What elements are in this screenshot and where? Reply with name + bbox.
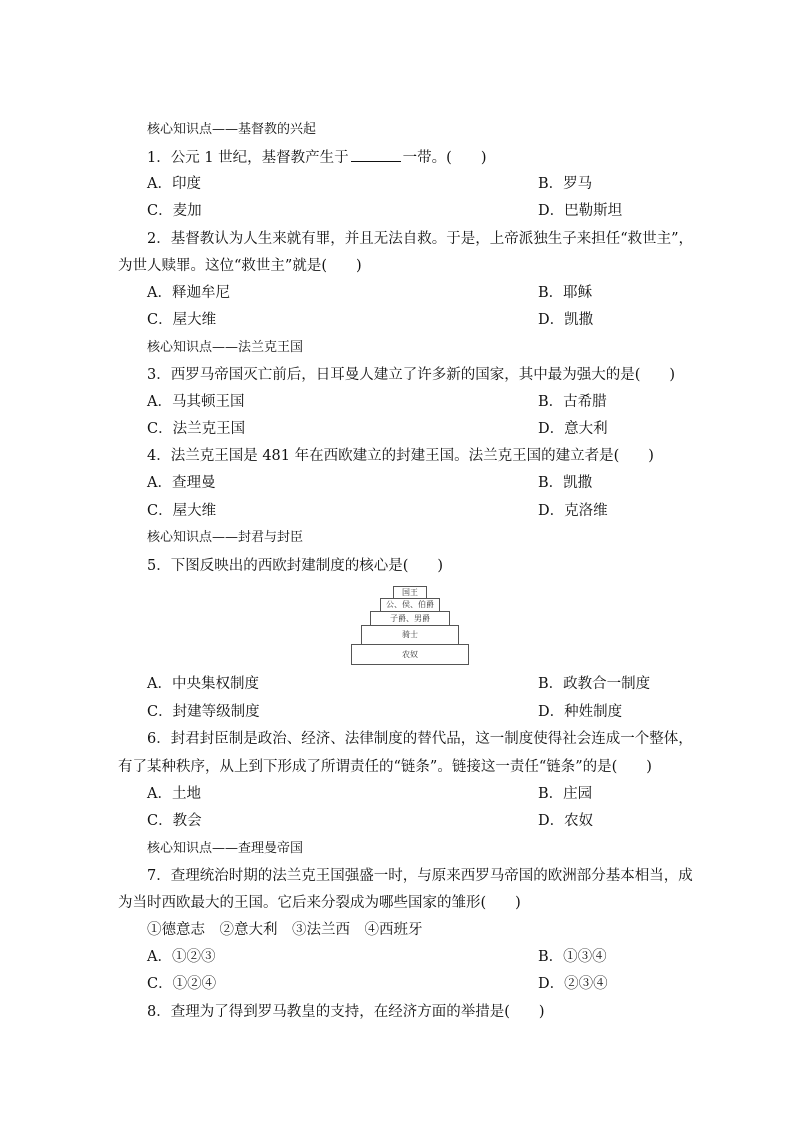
pyramid-tier-viscounts: 子爵、男爵: [370, 611, 450, 626]
option-a: A．马其顿王国: [147, 394, 245, 410]
option-a: A．印度: [147, 176, 201, 192]
stem-text: 1．公元 1 世纪，基督教产生于: [147, 150, 349, 166]
question-7-stem: 7．查理统治时期的法兰克王国强盛一时，与原来西罗马帝国的欧洲部分基本相当，成: [147, 868, 693, 884]
option-c: C．屋大维: [147, 503, 217, 519]
option-a: A．中央集权制度: [147, 676, 259, 692]
pyramid-tier-knights: 骑士: [361, 625, 459, 645]
pyramid-tier-king: 国王: [393, 586, 427, 599]
section-heading: 核心知识点——法兰克王国: [147, 340, 304, 355]
option-a: A．释迦牟尼: [147, 285, 230, 301]
section-heading: 核心知识点——查理曼帝国: [147, 841, 304, 856]
pyramid-tier-serfs: 农奴: [351, 644, 469, 665]
option-c: C．麦加: [147, 203, 202, 219]
option-c: C．屋大维: [147, 312, 217, 328]
option-a: A．①②③: [147, 949, 216, 965]
option-c: C．封建等级制度: [147, 704, 260, 720]
option-b: B．庄园: [538, 786, 593, 802]
option-c: C．教会: [147, 813, 202, 829]
question-6-stem: 6．封君封臣制是政治、经济、法律制度的替代品，这一制度使得社会连成一个整体，: [147, 731, 693, 747]
question-6-stem-cont: 有了某种秩序，从上到下形成了所谓责任的“链条”。链接这一责任“链条”的是( ): [118, 759, 652, 775]
option-b: B．罗马: [538, 176, 593, 192]
section-heading: 核心知识点——基督教的兴起: [147, 122, 317, 137]
question-7-items: ①德意志 ②意大利 ③法兰西 ④西班牙: [147, 922, 423, 938]
question-4-stem: 4．法兰克王国是 481 年在西欧建立的封建王国。法兰克王国的建立者是( ): [147, 448, 654, 464]
pyramid-tier-dukes: 公、侯、伯爵: [380, 598, 440, 612]
question-8-stem: 8．查理为了得到罗马教皇的支持，在经济方面的举措是( ): [147, 1004, 545, 1020]
question-2-stem: 2．基督教认为人生来就有罪，并且无法自救。于是，上帝派独生子来担任“救世主”，: [147, 231, 694, 247]
fill-blank: [351, 147, 401, 162]
question-3-stem: 3．西罗马帝国灭亡前后，日耳曼人建立了许多新的国家，其中最为强大的是( ): [147, 367, 676, 383]
option-d: D．农奴: [538, 813, 594, 829]
option-b: B．耶稣: [538, 285, 593, 301]
option-a: A．土地: [147, 786, 201, 802]
option-d: D．②③④: [538, 976, 608, 992]
option-d: D．凯撒: [538, 312, 594, 328]
option-a: A．查理曼: [147, 475, 216, 491]
option-b: B．政教合一制度: [538, 676, 651, 692]
option-b: B．①③④: [538, 949, 607, 965]
option-d: D．种姓制度: [538, 704, 623, 720]
question-5-stem: 5．下图反映出的西欧封建制度的核心是( ): [147, 558, 444, 574]
section-heading: 核心知识点——封君与封臣: [147, 530, 304, 545]
stem-text: 一带。( ): [402, 150, 487, 166]
question-7-stem-cont: 为当时西欧最大的王国。它后来分裂成为哪些国家的雏形( ): [118, 895, 521, 911]
option-c: C．①②④: [147, 976, 217, 992]
feudal-pyramid-figure: [351, 586, 469, 666]
option-d: D．巴勒斯坦: [538, 203, 623, 219]
option-c: C．法兰克王国: [147, 421, 246, 437]
option-b: B．凯撒: [538, 475, 593, 491]
question-2-stem-cont: 为世人赎罪。这位“救世主”就是( ): [118, 258, 362, 274]
option-b: B．古希腊: [538, 394, 607, 410]
question-1-stem: [147, 147, 717, 168]
option-d: D．意大利: [538, 421, 608, 437]
option-d: D．克洛维: [538, 503, 608, 519]
